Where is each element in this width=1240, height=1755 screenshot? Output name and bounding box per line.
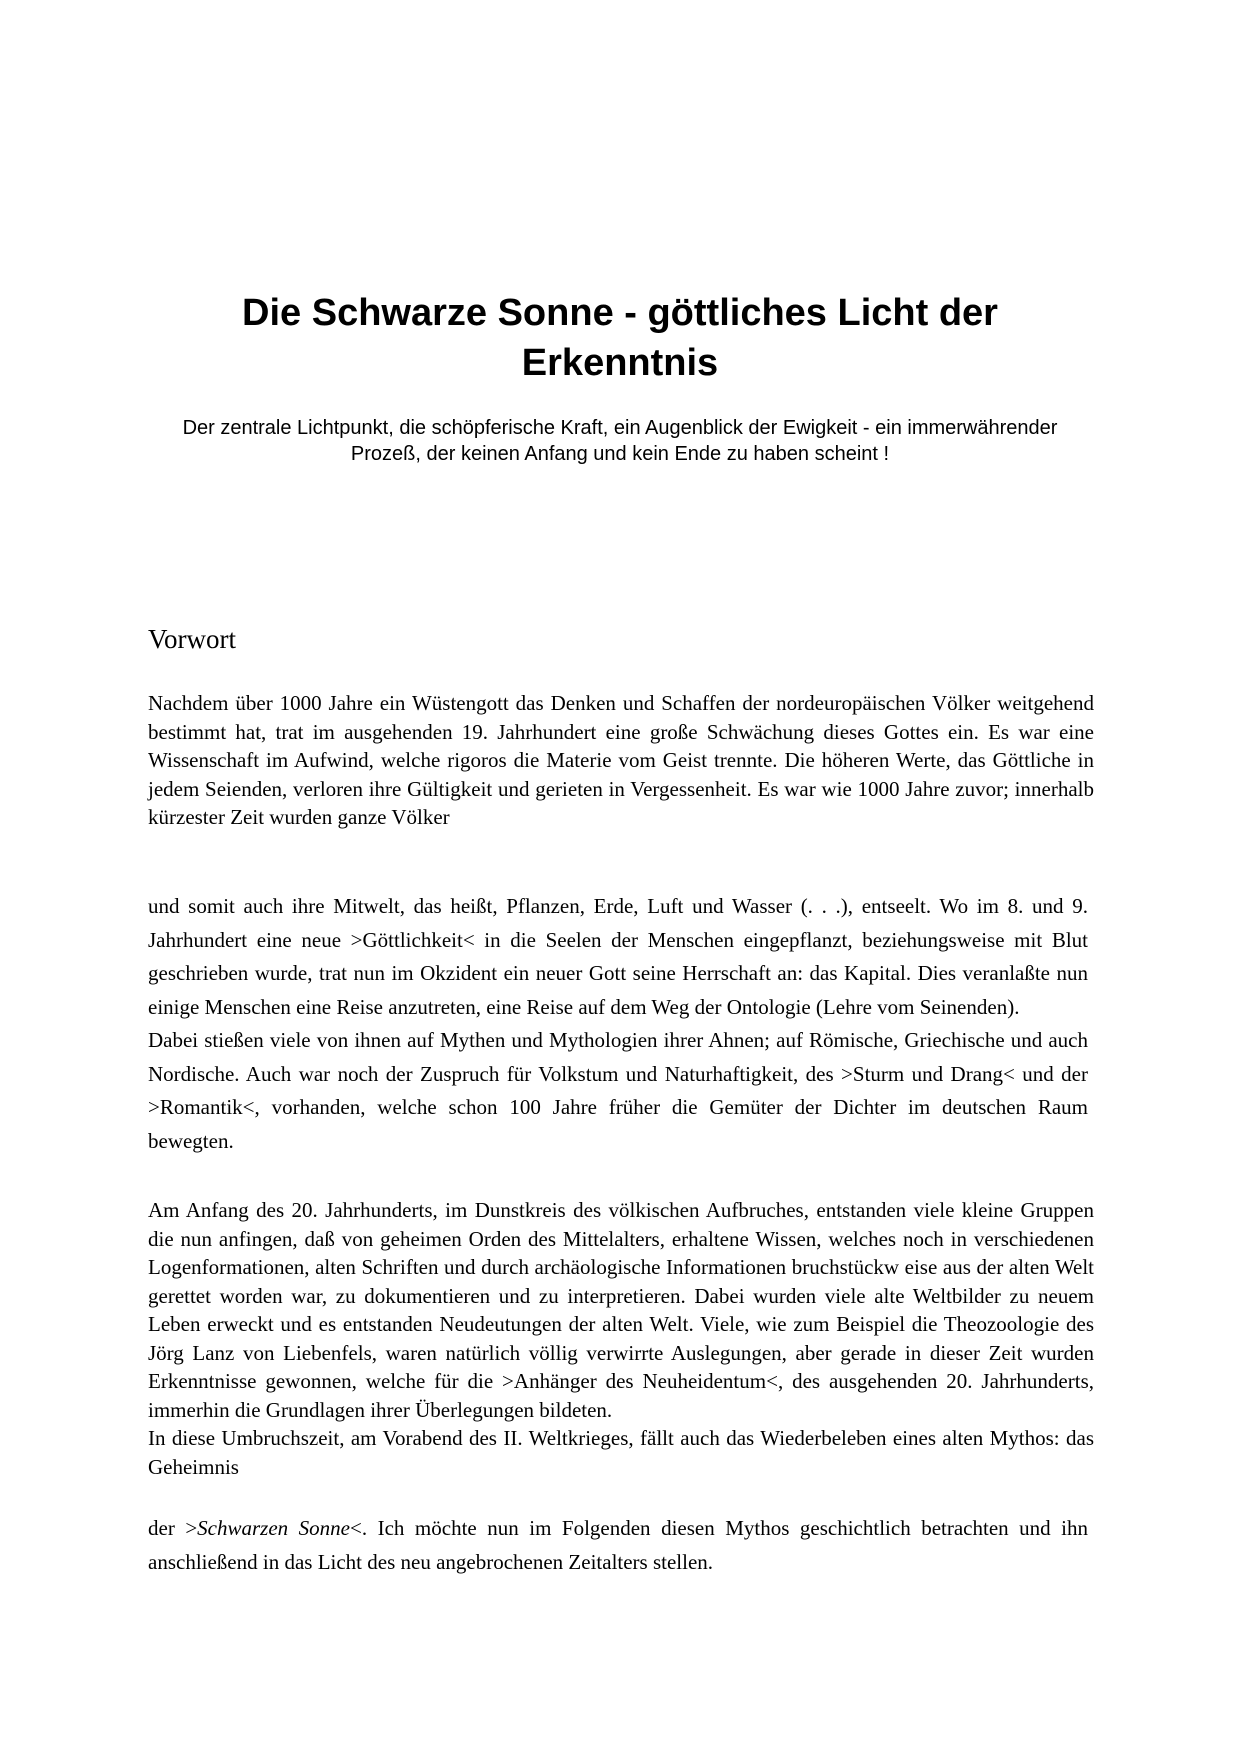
final-paragraph bbox=[148, 1512, 1088, 1579]
document-subtitle: Der zentrale Lichtpunkt, die schöpferische Kraft, ein Augenblick der Ewigkeit - ein immerwährender Prozeß, der keinen Anfang und kein Ende zu haben scheint ! bbox=[182, 417, 1058, 465]
paragraph-block bbox=[148, 890, 1088, 1158]
paragraph: Am Anfang des 20. Jahrhunderts, im Dunstkreis des völkischen Aufbruches, entstanden viele kleine Gruppen die nun anfingen, daß von geheimen Orden des Mittelalters, erhaltene Wissen, welches noch in verschiedenen Logenformationen, alten Schriften und durch archäologische Informationen bruchstückw eise aus der alten Welt gerettet worden war, zu dokumentieren und zu interpretieren. Dabei wurden viele alte Weltbilder zu neuem Leben erweckt und es entstanden Neudeutungen der alten Welt. Viele, wie zum Beispiel die Theozoologie des Jörg Lanz von Liebenfels, waren natürlich völlig verwirrte Auslegungen, aber gerade in dieser Zeit wurden Erkenntnisse gewonnen, welche für die >Anhänger des Neuheidentum<, des ausgehenden 20. Jahrhunderts, immerhin die Grundlagen ihrer Überlegungen bildeten. bbox=[148, 1198, 1094, 1422]
document-title: Die Schwarze Sonne - göttliches Licht der Erkenntnis bbox=[242, 292, 998, 384]
paragraph: In diese Umbruchszeit, am Vorabend des II. Weltkrieges, fällt auch das Wiederbeleben eines alten Mythos: das Geheimnis bbox=[148, 1426, 1094, 1479]
final-paragraph-prefix: der > bbox=[148, 1516, 198, 1540]
paragraph-block bbox=[148, 689, 1094, 832]
paragraph-block bbox=[148, 1512, 1088, 1579]
paragraph: Nachdem über 1000 Jahre ein Wüstengott das Denken und Schaffen der nordeuropäischen Völker weitgehend bestimmt hat, trat im ausgehenden 19. Jahrhundert eine große Schwächung dieses Gottes ein. Es war eine Wissenschaft im Aufwind, welche rigoros die Materie vom Geist trennte. Die höheren Werte, das Göttliche in jedem Seienden, verloren ihre Gültigkeit und gerieten in Vergessenheit. Es war wie 1000 Jahre zuvor; innerhalb kürzester Zeit wurden ganze Völker bbox=[148, 691, 1094, 829]
paragraph: Dabei stießen viele von ihnen auf Mythen und Mythologien ihrer Ahnen; auf Römische, Griechische und auch Nordische. Auch war noch der Zuspruch für Volkstum und Naturhaftigkeit, des >Sturm und Drang< und der >Romantik<, vorhanden, welche schon 100 Jahre früher die Gemüter der Dichter im deutschen Raum bewegten. bbox=[148, 1028, 1088, 1153]
final-paragraph-suffix: <. Ich möchte nun im Folgenden diesen Mythos geschichtlich betrachten und ihn anschließend in das Licht des neu angebrochenen Zeitalters stellen. bbox=[148, 1516, 1088, 1574]
paragraph-block bbox=[148, 1196, 1094, 1481]
section-heading: Vorwort bbox=[148, 624, 237, 654]
emphasized-term: Schwarzen Sonne bbox=[197, 1516, 350, 1540]
paragraph: und somit auch ihre Mitwelt, das heißt, Pflanzen, Erde, Luft und Wasser (. . .), entseelt. Wo im 8. und 9. Jahrhundert eine neue >Göttlichkeit< in die Seelen der Menschen eingepflanzt, beziehungsweise mit Blut geschrieben wurde, trat nun im Okzident ein neuer Gott seine Herrschaft an: das Kapital. Dies veranlaßte nun einige Menschen eine Reise anzutreten, eine Reise auf dem Weg der Ontologie (Lehre vom Seinenden). bbox=[148, 894, 1088, 1019]
